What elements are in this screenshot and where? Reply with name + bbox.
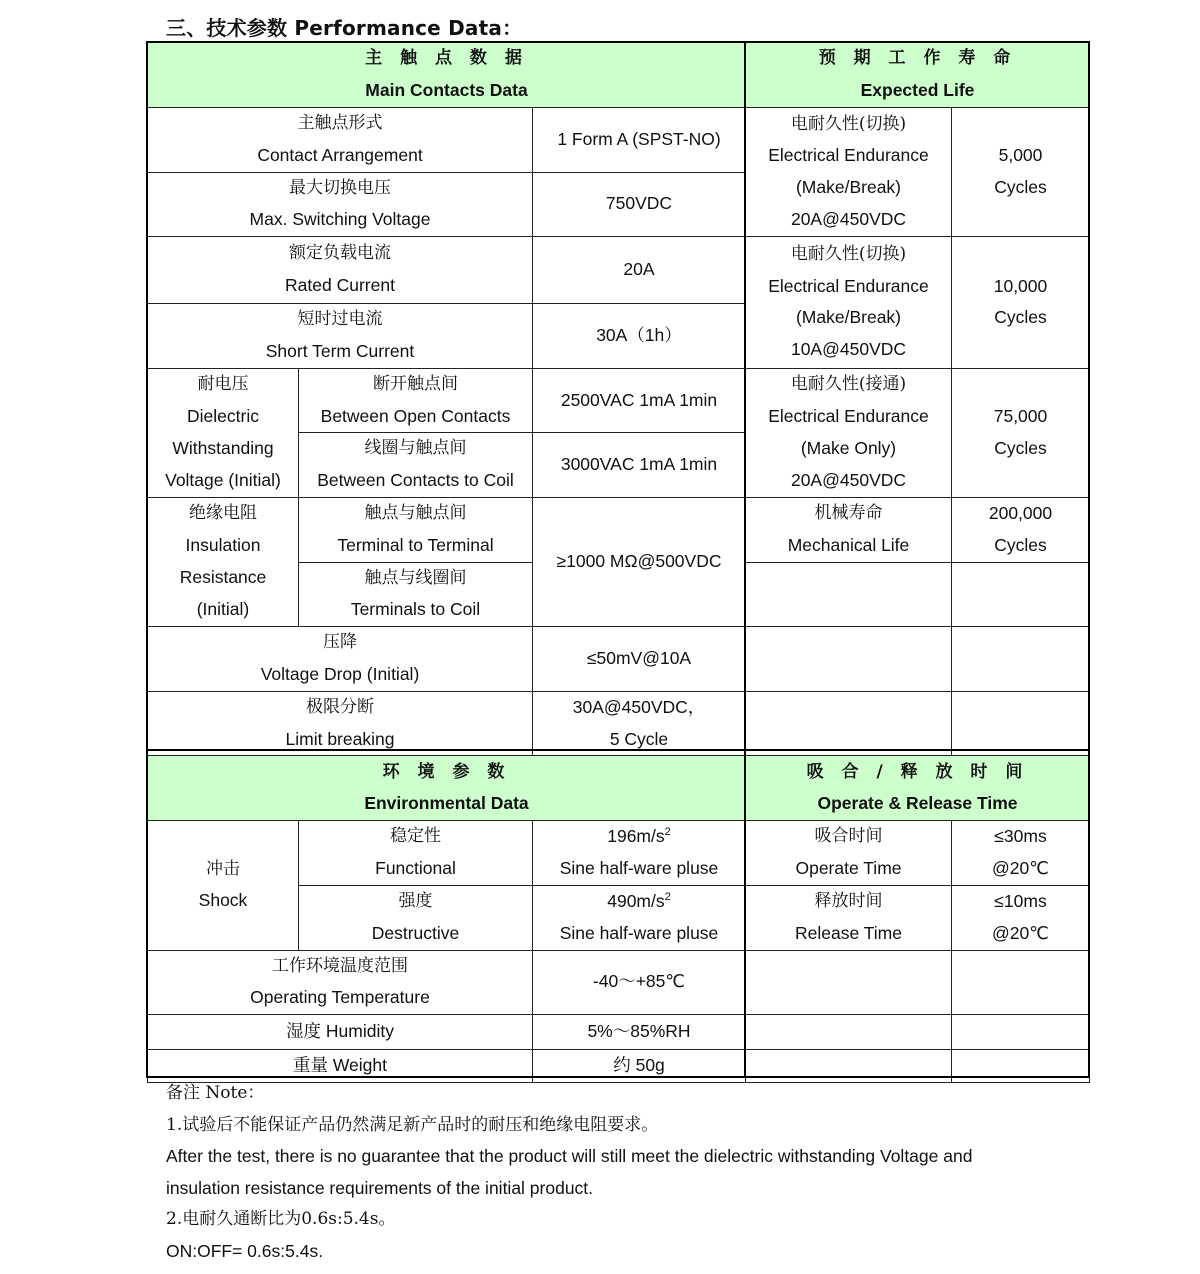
short-term-value: 30A（1h）: [533, 304, 746, 369]
insulation-value: ≥1000 MΩ@500VDC: [533, 497, 746, 626]
mechanical-life-en: Mechanical Life: [787, 534, 910, 555]
shock-destructive-accel-value: 490m/s: [607, 890, 665, 911]
life-row-2-unit: Cycles: [994, 307, 1047, 328]
shock-functional-accel: [533, 821, 745, 853]
humidity-label: 湿度 Humidity: [148, 1015, 533, 1050]
limit-breaking-cn: 极限分断: [306, 696, 374, 717]
life-row-3-unit: Cycles: [994, 437, 1047, 458]
note-heading: 备注 Note：: [166, 1083, 265, 1103]
insulation-t2c-cn: 触点与线圈间: [364, 567, 467, 588]
arrangement-value: 1 Form A (SPST-NO): [533, 108, 746, 173]
shock-functional-accel-exp: 2: [664, 826, 671, 839]
max-voltage-label-en: Max. Switching Voltage: [249, 209, 431, 230]
expected-life-header-en: Expected Life: [860, 80, 975, 100]
shock-label: [148, 821, 299, 950]
life-row-3-en-1: Electrical Endurance: [768, 406, 929, 427]
release-time-cond: @20℃: [992, 922, 1049, 943]
empty-cell: [952, 627, 1090, 692]
insulation-t2t-en: Terminal to Terminal: [337, 534, 494, 555]
shock-functional-cn: 稳定性: [390, 826, 441, 847]
rated-current-label: [148, 237, 533, 304]
weight-label: 重量 Weight: [148, 1050, 533, 1083]
dielectric-coil-en: Between Contacts to Coil: [317, 470, 514, 491]
note-1-cn: 1.试验后不能保证产品仍然满足新产品时的耐压和绝缘电阻要求。: [166, 1114, 659, 1135]
dielectric-open-en: Between Open Contacts: [320, 405, 511, 426]
insulation-label-en-2: Resistance: [179, 567, 267, 588]
operate-time-cond: @20℃: [992, 858, 1049, 879]
life-row-2-cn: 电耐久性(切换): [790, 243, 907, 264]
insulation-t2t-cn: 触点与触点间: [364, 502, 467, 523]
shock-destructive-en: Destructive: [371, 922, 460, 943]
dielectric-open-value: 2500VAC 1mA 1min: [533, 368, 746, 433]
max-voltage-label: [148, 172, 533, 237]
life-row-3-count: 75,000: [993, 406, 1048, 427]
insulation-t2t-label: [299, 497, 533, 562]
empty-cell: [746, 950, 952, 1015]
release-time-label: [746, 885, 952, 950]
voltage-drop-en: Voltage Drop (Initial): [260, 663, 420, 684]
main-contacts-header-en: Main Contacts Data: [365, 80, 528, 100]
note-2-cn: 2.电耐久通断比为0.6s:5.4s。: [166, 1209, 396, 1230]
shock-destructive-cn: 强度: [398, 890, 433, 911]
shock-label-en: Shock: [198, 890, 248, 911]
note-1-en-1: After the test, there is no guarantee that the product will still meet the dielectric withstanding Voltage and: [166, 1146, 973, 1167]
performance-table: [147, 42, 1090, 1083]
voltage-drop-cn: 压降: [323, 632, 357, 653]
release-time-max: ≤10ms: [994, 890, 1047, 911]
shock-destructive-value: [533, 885, 746, 950]
release-time-en: Release Time: [795, 922, 902, 943]
temperature-cn: 工作环境温度范围: [272, 955, 408, 976]
mechanical-life-unit: Cycles: [994, 534, 1047, 555]
life-row-1-en-3: 20A@450VDC: [790, 208, 907, 229]
humidity-value: 5%～85%RH: [533, 1015, 746, 1050]
limit-breaking-en: Limit breaking: [285, 728, 395, 749]
section-title: 三、技术参数 Performance Data：: [166, 16, 523, 40]
insulation-label-en-1: Insulation: [185, 535, 261, 556]
operate-time-value: [952, 821, 1090, 886]
operate-time-en: Operate Time: [795, 858, 902, 879]
dielectric-coil-label: [299, 433, 533, 498]
insulation-label-en-3: (Initial): [196, 598, 250, 619]
life-row-3-en-2: (Make Only): [800, 437, 897, 458]
weight-value: 约 50g: [533, 1050, 746, 1083]
life-row-1-label: [746, 108, 952, 237]
short-term-label: [148, 304, 533, 369]
life-row-3-cn: 电耐久性(接通): [790, 374, 907, 395]
life-row-2-en-1: Electrical Endurance: [768, 275, 929, 296]
life-row-1-value: [952, 108, 1090, 237]
life-row-2-value: [952, 237, 1090, 369]
short-term-label-cn: 短时过电流: [297, 309, 383, 330]
dielectric-label-cn: 耐电压: [197, 374, 249, 395]
life-row-1-en-2: (Make/Break): [795, 177, 902, 198]
shock-destructive-label: [299, 885, 533, 950]
shock-destructive-desc: Sine half-ware pluse: [559, 922, 719, 943]
empty-cell: [746, 691, 952, 756]
life-row-3-en-3: 20A@450VDC: [790, 469, 907, 490]
dielectric-label-en-1: Dielectric: [187, 406, 259, 427]
expected-life-header-cn: 预 期 工 作 寿 命: [818, 48, 1017, 69]
dielectric-label-en-3: Voltage (Initial): [165, 469, 281, 490]
temperature-en: Operating Temperature: [250, 987, 430, 1008]
dielectric-coil-value: 3000VAC 1mA 1min: [533, 433, 746, 498]
life-row-2-en-2: (Make/Break): [795, 307, 902, 328]
insulation-t2c-label: [299, 562, 533, 627]
life-row-2-count: 10,000: [993, 275, 1048, 296]
life-row-1-count: 5,000: [998, 145, 1043, 166]
environmental-header: [148, 756, 746, 821]
note-1-en-2: insulation resistance requirements of the initial product.: [166, 1177, 594, 1198]
shock-functional-label: [299, 821, 533, 886]
empty-cell: [952, 562, 1090, 627]
life-row-3-value: [952, 368, 1090, 497]
environmental-header-en: Environmental Data: [364, 793, 529, 814]
operate-time-cn: 吸合时间: [814, 826, 883, 847]
mechanical-life-count: 200,000: [988, 502, 1053, 523]
life-row-2-en-3: 10A@450VDC: [790, 339, 907, 360]
empty-cell: [952, 1015, 1090, 1050]
max-voltage-value: 750VDC: [533, 172, 746, 237]
dielectric-label-en-2: Withstanding: [172, 437, 274, 458]
dielectric-open-cn: 断开触点间: [373, 373, 458, 394]
empty-cell: [746, 627, 952, 692]
shock-functional-desc: Sine half-ware pluse: [559, 858, 719, 879]
life-row-3-label: [746, 368, 952, 497]
mechanical-life-cn: 机械寿命: [814, 502, 883, 523]
timing-header-en: Operate & Release Time: [817, 793, 1018, 814]
mechanical-life-value: [952, 497, 1090, 562]
empty-cell: [746, 1015, 952, 1050]
empty-cell: [952, 950, 1090, 1015]
arrangement-label-cn: 主触点形式: [297, 113, 383, 133]
operate-time-max: ≤30ms: [994, 826, 1047, 847]
dielectric-label: [148, 368, 299, 497]
limit-breaking-value: [533, 691, 746, 756]
empty-cell: [746, 562, 952, 627]
shock-destructive-accel-exp: 2: [664, 891, 671, 904]
arrangement-label-en: Contact Arrangement: [257, 144, 423, 165]
temperature-label: [148, 950, 533, 1015]
expected-life-header: [746, 43, 1090, 108]
empty-cell: [952, 691, 1090, 756]
insulation-label-cn: 绝缘电阻: [189, 503, 257, 524]
note-2-en: ON:OFF= 0.6s:5.4s.: [166, 1240, 324, 1261]
dielectric-coil-cn: 线圈与触点间: [364, 438, 467, 459]
short-term-label-en: Short Term Current: [265, 340, 415, 361]
timing-header: [746, 756, 1090, 821]
notes: [166, 1078, 1166, 1268]
shock-destructive-accel: [533, 886, 745, 918]
limit-breaking-label: [148, 691, 533, 756]
limit-breaking-value-2: 5 Cycle: [609, 728, 669, 749]
shock-functional-en: Functional: [375, 858, 456, 879]
rated-current-value: 20A: [533, 237, 746, 304]
main-contacts-header: [148, 43, 746, 108]
life-row-1-unit: Cycles: [994, 177, 1047, 198]
voltage-drop-label: [148, 627, 533, 692]
environmental-header-cn: 环 境 参 数: [382, 761, 511, 782]
dielectric-open-label: [299, 368, 533, 433]
life-row-1-cn: 电耐久性(切换): [790, 113, 907, 134]
life-row-1-en-1: Electrical Endurance: [768, 145, 929, 166]
main-contacts-header-cn: 主 触 点 数 据: [365, 48, 528, 69]
voltage-drop-value: ≤50mV@10A: [533, 627, 746, 692]
shock-label-cn: 冲击: [206, 858, 240, 879]
mechanical-life-label: [746, 497, 952, 562]
limit-breaking-value-1: 30A@450VDC，: [572, 696, 706, 717]
arrangement-label: [148, 108, 533, 173]
rated-current-label-cn: 额定负载电流: [289, 243, 391, 264]
insulation-label: [148, 497, 299, 626]
max-voltage-label-cn: 最大切换电压: [289, 177, 391, 198]
insulation-t2c-en: Terminals to Coil: [350, 599, 481, 620]
release-time-cn: 释放时间: [814, 890, 883, 911]
operate-time-label: [746, 821, 952, 886]
release-time-value: [952, 885, 1090, 950]
timing-header-cn: 吸 合 / 释 放 时 间: [806, 761, 1029, 782]
rated-current-label-en: Rated Current: [285, 275, 395, 296]
shock-functional-value: [533, 821, 746, 886]
life-row-2-label: [746, 237, 952, 369]
shock-functional-accel-value: 196m/s: [607, 826, 665, 847]
temperature-value: -40～+85℃: [533, 950, 746, 1015]
